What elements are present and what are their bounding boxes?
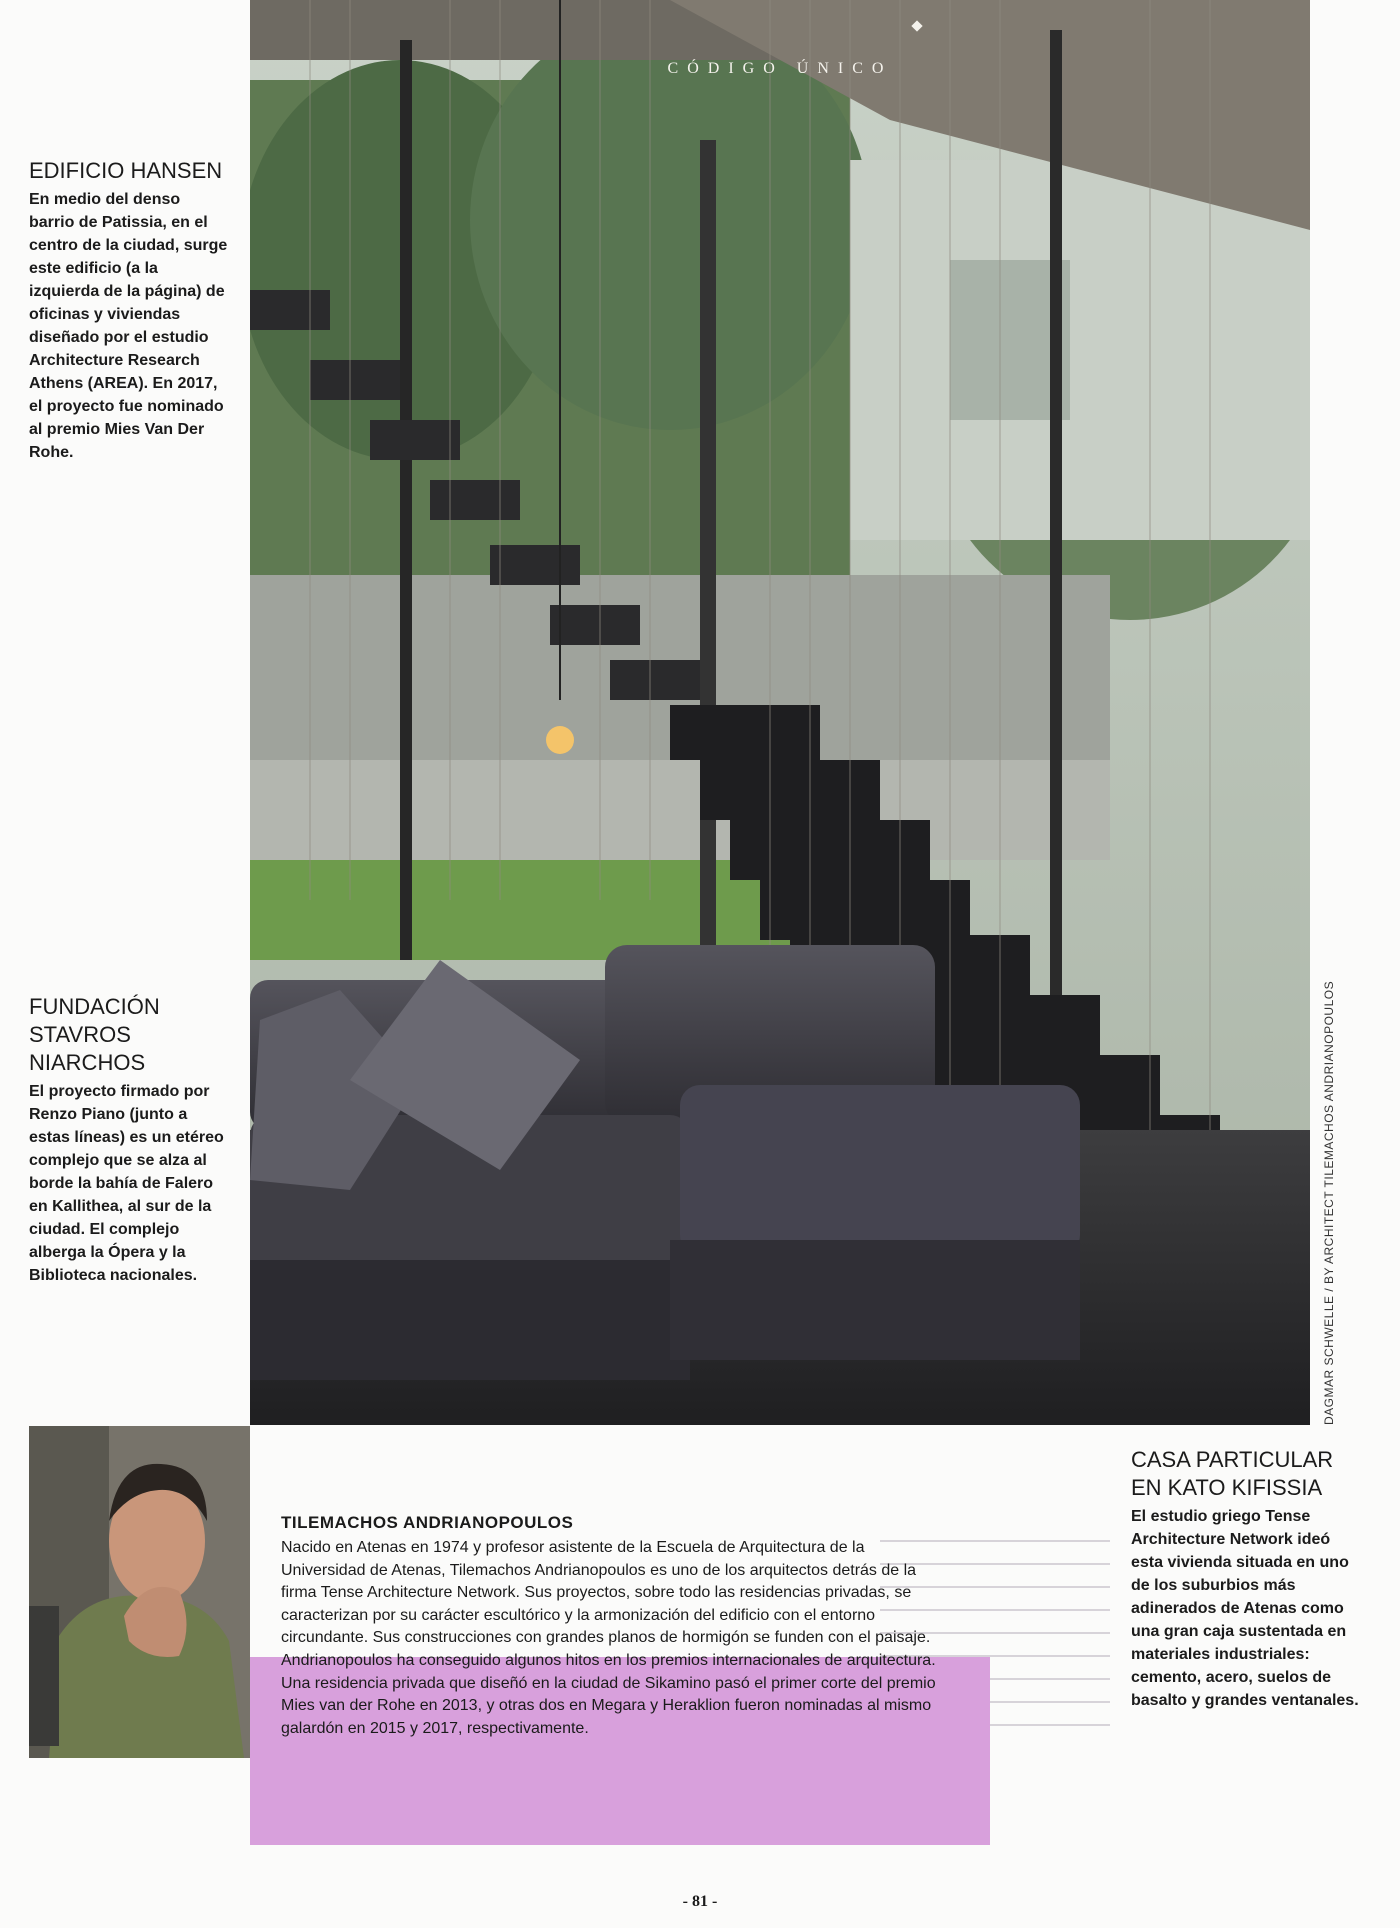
- architect-bio: [281, 1513, 951, 1740]
- bio-title: TILEMACHOS ANDRIANOPOULOS: [281, 1513, 574, 1532]
- bio-text: Nacido en Atenas en 1974 y profesor asistente de la Escuela de Arquitectura de la Universidad de Atenas, Tilemachos Andrianopoulos es uno de los arquitectos detrás de la firma Tense Architecture Network. Sus proyectos, sobre todo las residencias privadas, se caracterizan por su carácter escultórico y la armonización del edificio con el entorno circundante. Sus construcciones con grandes planos de hormigón se funden con el paisaje. Andrianopoulos ha conseguido algunos hitos en los premios internacionales de arquitectura. Una residencia privada que diseñó en la ciudad de Sikamino pasó el primer corte del premio Mies van der Rohe en 2013, y otras dos en Megara y Heraklion fueron nominadas al mismo galardón en 2015 y 2017, respectivamente.: [281, 1539, 936, 1737]
- sidebar-text: En medio del denso barrio de Patissia, en el centro de la ciudad, surge este edificio (a la izquierda de la página) de oficinas y viviendas diseñado por el estudio Architecture Research Athens (AREA). En 2017, el proyecto fue nominado al premio Mies Van Der Rohe.: [29, 191, 228, 461]
- sidebar-casa-particular: [1131, 1446, 1361, 1712]
- sidebar-text: El proyecto firmado por Renzo Piano (junto a estas líneas) es un etéreo complejo que se alza al borde la bahía de Falero en Kallithea, al sur de la ciudad. El complejo alberga la Ópera y la Biblioteca nacionales.: [29, 1083, 224, 1284]
- sidebar-title: FUNDACIÓN STAVROS NIARCHOS: [29, 994, 160, 1075]
- show-through-script: [580, 1800, 594, 1844]
- hero-photo: [250, 0, 1310, 1425]
- sidebar-hansen: [29, 157, 229, 464]
- architect-portrait: [29, 1426, 250, 1758]
- page-number: - 81 -: [682, 1893, 718, 1910]
- photo-credit: DAGMAR SCHWELLE / BY ARCHITECT TILEMACHOS ANDRIANOPOULOS: [1322, 980, 1336, 1425]
- section-label: CÓDIGO ÚNICO: [667, 60, 893, 77]
- sidebar-title: EDIFICIO HANSEN: [29, 158, 223, 183]
- show-through-decoration: [260, 1430, 284, 1494]
- sidebar-title: CASA PARTICULAR EN KATO KIFISSIA: [1131, 1447, 1334, 1500]
- sidebar-text: El estudio griego Tense Architecture Network ideó esta vivienda situada en uno de los suburbios más adinerados de Atenas como una gran caja sustentada en materiales industriales: cemento, acero, suelos de basalto y grandes ventanales.: [1131, 1508, 1359, 1709]
- sidebar-niarchos: [29, 993, 229, 1287]
